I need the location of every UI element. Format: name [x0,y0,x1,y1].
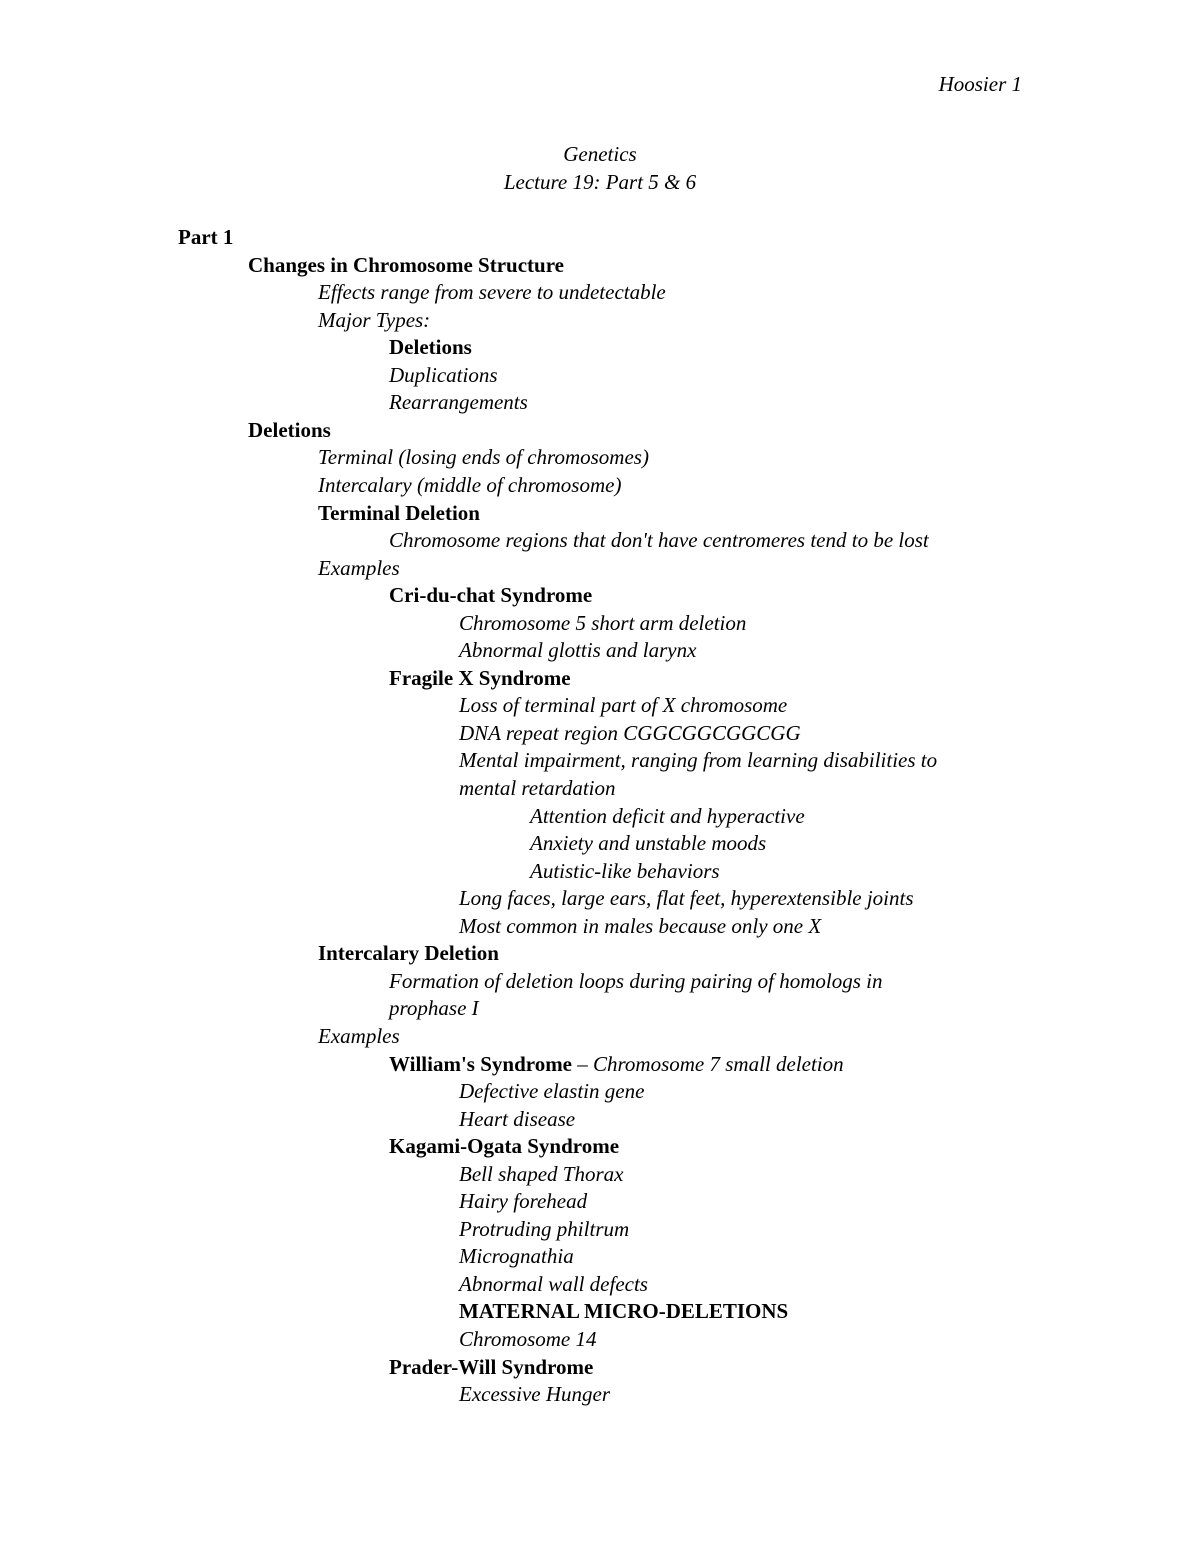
outline-label: Defective elastin gene [459,1079,645,1104]
outline-text [389,1133,619,1160]
outline-heading: Terminal Deletion [318,500,480,525]
outline-text [459,610,746,637]
outline-text [530,858,720,885]
outline-label: Examples [318,1023,400,1048]
outline-note: – Chromosome 7 small deletion [572,1051,844,1076]
outline-heading: Deletions [389,335,472,360]
outline-text [318,500,480,527]
outline-text [459,1188,587,1215]
outline-label: Bell shaped Thorax [459,1161,624,1186]
outline-text [459,1078,644,1105]
outline-text [318,307,430,334]
outline-text [248,252,564,279]
outline-heading: Kagami-Ogata Syndrome [389,1134,620,1159]
outline-label: Micrognathia [459,1244,574,1269]
outline-text [459,1216,629,1243]
outline-label: Major Types: [318,307,431,332]
document-title: Genetics [563,142,637,166]
outline-heading: Prader-Will Syndrome [389,1354,594,1379]
outline-text [318,279,666,306]
outline-heading: William's Syndrome [389,1051,573,1076]
outline-label: Intercalary (middle of chromosome) [318,472,622,497]
outline-text [459,1271,648,1298]
outline-text [178,224,233,251]
outline-text [530,830,766,857]
outline-label: Excessive Hunger [459,1382,611,1407]
outline-label: Protruding philtrum [459,1216,630,1241]
outline-label: Chromosome regions that don't have centromeres tend to be lost [389,528,929,553]
outline-text [459,885,914,912]
outline-label: DNA repeat region CGGCGGCGGCGG [459,720,801,745]
outline-text [459,1243,574,1270]
outline-label: Autistic-like behaviors [530,858,720,883]
outline-heading: Fragile X Syndrome [389,665,571,690]
outline-heading: Intercalary Deletion [318,941,499,966]
outline-heading: MATERNAL MICRO-DELETIONS [459,1299,789,1324]
outline-label: Rearrangements [389,390,528,415]
outline-label: Chromosome 5 short arm deletion [459,610,747,635]
outline-text [459,1381,610,1408]
outline-text [318,1023,400,1050]
outline-text [459,637,696,664]
outline-text [459,692,787,719]
outline-text [389,334,472,361]
outline-heading: Cri-du-chat Syndrome [389,583,593,608]
document-subtitle: Lecture 19: Part 5 & 6 [503,170,697,194]
outline-label: mental retardation [459,776,616,800]
running-head: Hoosier 1 [938,72,1022,96]
outline-label: Chromosome 14 [459,1327,597,1351]
outline-heading: Part 1 [178,225,234,249]
outline-label: Attention deficit and hyperactive [530,803,805,828]
outline-text [318,472,621,499]
outline-text [459,747,937,774]
outline-label: Long faces, large ears, flat feet, hyperextensible joints [459,886,914,911]
outline-label: Anxiety and unstable moods [530,831,767,856]
outline-label: Examples [318,555,400,580]
outline-text [459,1161,623,1188]
outline-label: Abnormal wall defects [459,1271,648,1296]
outline-text [459,1326,596,1353]
outline-heading: Changes in Chromosome Structure [248,252,564,277]
outline-label: Terminal (losing ends of chromosomes) [318,445,649,470]
outline-text [389,389,528,416]
outline-label: Heart disease [459,1106,576,1131]
outline-text [459,720,801,747]
outline-text [389,995,479,1022]
outline-text [389,1051,844,1078]
outline-text [389,362,498,389]
outline-label: Most common in males because only one X [459,913,822,938]
outline-text [530,803,805,830]
outline-text [389,1354,593,1381]
outline-label: Hairy forehead [459,1189,588,1214]
outline-text [389,527,929,554]
outline-label: Duplications [389,362,498,387]
outline-text [389,968,883,995]
outline-text [459,1106,575,1133]
outline-label: Formation of deletion loops during pairing of homologs in [389,968,883,993]
outline-text [459,1298,788,1325]
outline-text [459,913,821,940]
outline-text [318,444,649,471]
outline-text [318,940,499,967]
outline-text [248,417,331,444]
outline-label: prophase I [389,996,479,1021]
outline-label: Loss of terminal part of X chromosome [459,693,788,718]
outline-text [318,555,400,582]
outline-label: Mental impairment, ranging from learning disabilities to [459,748,938,773]
outline-text [389,582,592,609]
outline-label: Effects range from severe to undetectable [318,280,666,305]
outline-text [389,665,571,692]
outline-label: Abnormal glottis and larynx [459,638,697,663]
outline-text [459,775,616,802]
outline-heading: Deletions [248,417,331,442]
